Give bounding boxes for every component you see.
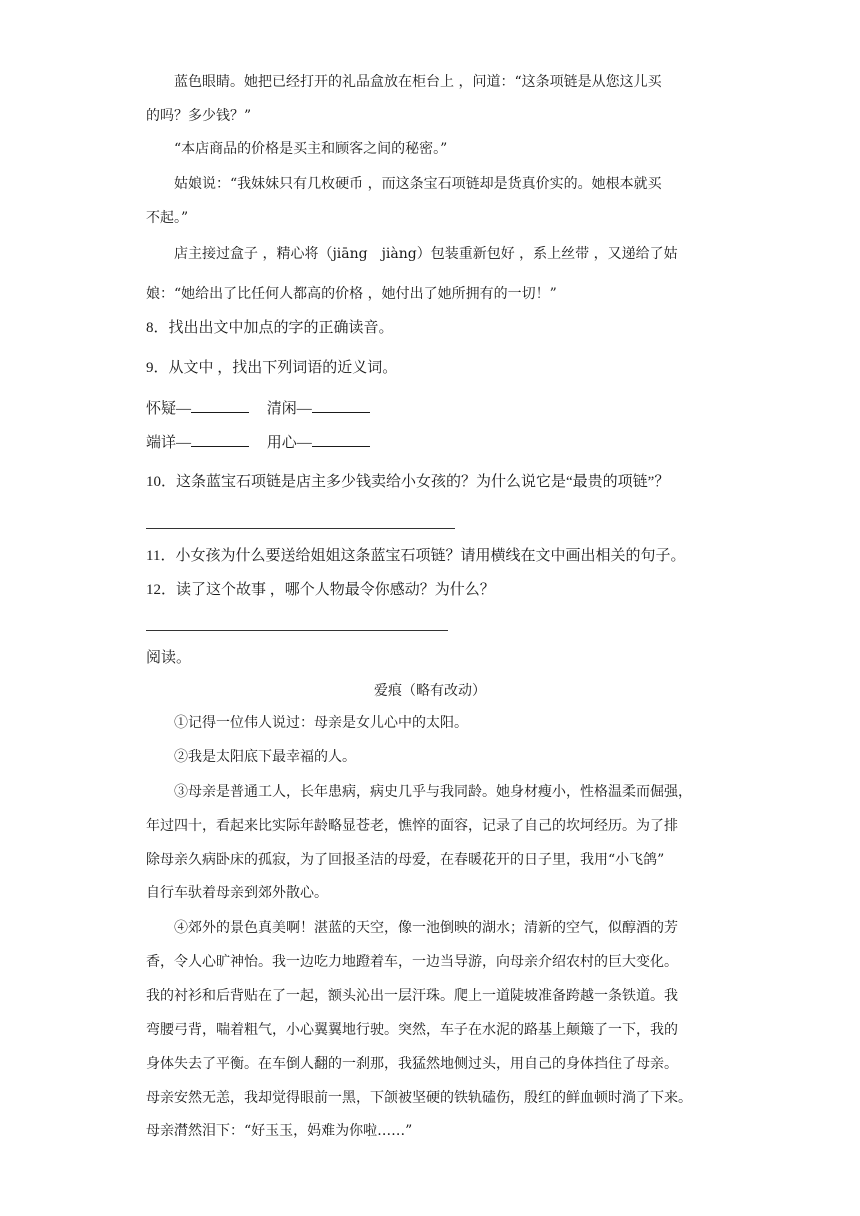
synonym-blank-4[interactable] [312, 432, 370, 447]
reading-paragraph-1: ①记得一位伟人说过：母亲是女儿心中的太阳。 [174, 715, 468, 731]
story-paragraph-2: “本店商品的价格是买主和顾客之间的秘密。” [174, 141, 448, 157]
synonym-blank-2[interactable] [312, 398, 370, 413]
story-paragraph-4-line-1: 店主接过盒子 ，精心将（jiāng jiàng）包装重新包好 ，系上丝带 ，又递给了姑 [174, 246, 678, 262]
answer-line-10[interactable] [146, 528, 455, 529]
synonym-row-2 [146, 432, 384, 453]
reading-paragraph-3-line: ③母亲是普通工人，长年患病，病史几乎与我同龄。她身材瘦小，性格温柔而倔强， [174, 784, 692, 800]
reading-paragraph-4-line: 我的衬衫和后背贴在了一起，额头沁出一层汗珠。爬上一道陡坡准备跨越一条铁道。我 [146, 988, 678, 1004]
reading-paragraph-4-line: 母亲潸然泪下：“好玉玉，妈难为你啦……” [146, 1123, 413, 1139]
reading-paragraph-4-line: 母亲安然无恙，我却觉得眼前一黑，下颌被坚硬的铁轨磕伤，殷红的鲜血顿时淌了下来。 [146, 1090, 692, 1106]
question-12: 12．读了这个故事 ，哪个人物最令你感动？为什么？ [146, 582, 495, 598]
reading-paragraph-4-line: ④郊外的景色真美啊！湛蓝的天空，像一池倒映的湖水；清新的空气，似醇酒的芳 [174, 920, 678, 936]
reading-paragraph-3-line: 年过四十，看起来比实际年龄略显苍老，憔悴的面容，记录了自己的坎坷经历。为了排 [146, 818, 678, 834]
reading-title: 爱痕（略有改动） [374, 683, 486, 699]
reading-intro: 阅读。 [146, 650, 192, 666]
question-9: 9．从文中 ，找出下列词语的近义词。 [146, 360, 398, 376]
question-11: 11．小女孩为什么要送给姐姐这条蓝宝石项链？请用横线在文中画出相关的句子。 [146, 548, 686, 564]
reading-paragraph-3-line: 自行车驮着母亲到郊外散心。 [146, 885, 328, 901]
synonym-blank-3[interactable] [191, 432, 249, 447]
reading-paragraph-4-line: 香，令人心旷神怡。我一边吃力地蹬着车，一边当导游，向母亲介绍农村的巨大变化。 [146, 954, 678, 970]
question-8: 8．找出出文中加点的字的正确读音。 [146, 320, 394, 336]
reading-paragraph-2: ②我是太阳底下最幸福的人。 [174, 749, 356, 765]
story-paragraph-1-line-1: 蓝色眼睛。她把已经打开的礼品盒放在柜台上 ，问道：“这条项链是从您这儿买 [174, 74, 662, 90]
story-paragraph-3-line-2: 不起。” [146, 210, 189, 226]
synonym-label-3: 端详— [146, 435, 192, 451]
reading-paragraph-4-line: 弯腰弓背，喘着粗气，小心翼翼地行驶。突然，车子在水泥的路基上颠簸了一下，我的 [146, 1022, 678, 1038]
answer-line-12[interactable] [146, 630, 448, 631]
synonym-blank-1[interactable] [191, 398, 249, 413]
reading-paragraph-3-line: 除母亲久病卧床的孤寂，为了回报圣洁的母爱，在春暖花开的日子里，我用“小飞鸽” [146, 852, 665, 868]
story-paragraph-4-line-2: 娘：“她给出了比任何人都高的价格 ，她付出了她所拥有的一切！” [146, 286, 557, 302]
question-10: 10．这条蓝宝石项链是店主多少钱卖给小女孩的？为什么说它是“最贵的项链”？ [146, 474, 670, 490]
story-paragraph-1-line-2: 的吗？多少钱？” [146, 108, 252, 124]
reading-paragraph-4-line: 身体失去了平衡。在车倒人翻的一刹那，我猛然地侧过头，用自己的身体挡住了母亲。 [146, 1056, 678, 1072]
synonym-label-2: 清闲— [266, 401, 312, 417]
synonym-label-4: 用心— [266, 435, 312, 451]
story-paragraph-3-line-1: 姑娘说：“我妹妹只有几枚硬币 ，而这条宝石项链却是货真价实的。她根本就买 [174, 176, 662, 192]
synonym-label-1: 怀疑— [146, 401, 192, 417]
synonym-row-1 [146, 398, 384, 419]
